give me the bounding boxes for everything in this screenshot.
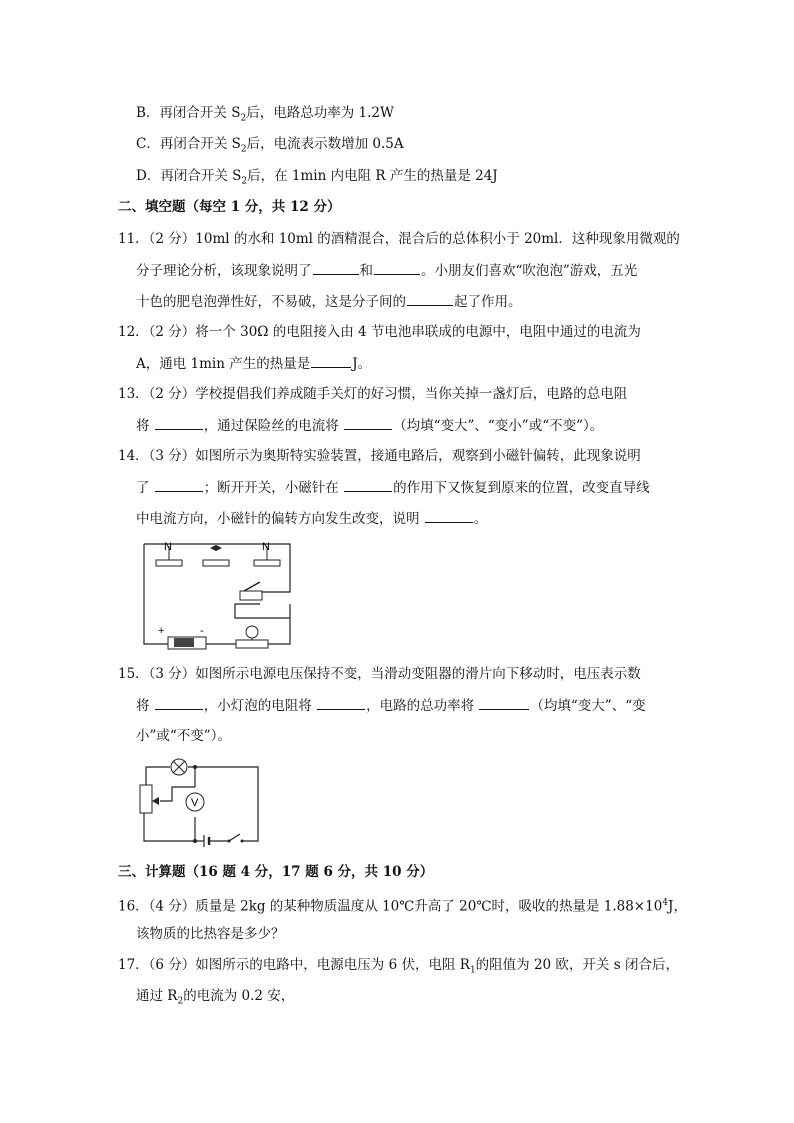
- option-c: C．再闭合开关 $S_2$后，电流表示数增加 0.5A: [136, 136, 404, 155]
- battery-icon: [174, 638, 194, 647]
- q14-line-3: 中电流方向，小磁针的偏转方向发生改变，说明 。: [136, 508, 487, 529]
- q14-line-2: 了 ；断开开关，小磁针在 的作用下又恢复到原来的位置，改变直导线: [136, 477, 650, 498]
- q15-line-2: 将 ，小灯泡的电阻将 ，电路的总功率将 （均填“变大”、“变: [136, 695, 646, 716]
- answer-blank[interactable]: [155, 415, 203, 430]
- q14-line-1: 14．（3 分）如图所示为奥斯特实验装置，接通电路后，观察到小磁针偏转，此现象说明: [118, 448, 641, 464]
- q11-line-1: 11．（2 分）10ml 的水和 10ml 的酒精混合，混合后的总体积小于 20ml．这种现象用微观的: [118, 231, 680, 247]
- compass-base-left: [156, 560, 182, 566]
- slider-arrow-icon: [152, 797, 159, 805]
- option-d: D．再闭合开关 $S_2$后，在 1min 内电阻 R 产生的热量是 24J: [136, 168, 498, 187]
- north-label-left: N: [164, 541, 172, 553]
- q16-line-2: 该物质的比热容是多少？: [136, 926, 285, 942]
- q12-line-2: A，通电 1min 产生的热量是 J。: [136, 353, 371, 374]
- q17-line-2: 通过 $R_2$的电流为 0.2 安，: [136, 988, 295, 1007]
- q11-line-3: 十色的肥皂泡弹性好，不易破，这是分子间的 起了作用。: [136, 291, 522, 312]
- answer-blank[interactable]: [313, 260, 359, 275]
- voltmeter-label: V: [191, 797, 199, 809]
- answer-blank[interactable]: [344, 415, 392, 430]
- compass-base-middle: [203, 560, 229, 566]
- option-b: B．再闭合开关 $S_2$后，电路总功率为 1.2W: [136, 105, 394, 124]
- q15-circuit-figure: [132, 757, 262, 851]
- switch-icon: [229, 834, 240, 841]
- answer-blank[interactable]: [344, 477, 392, 492]
- compass-needle-icon: [210, 545, 222, 551]
- compass-base-right: [254, 560, 280, 566]
- north-label-right: N: [262, 541, 270, 553]
- rheostat-icon: [140, 785, 152, 813]
- switch-lever-icon: [244, 582, 260, 591]
- answer-blank[interactable]: [155, 695, 203, 710]
- answer-blank[interactable]: [479, 695, 529, 710]
- q11-line-2: 分子理论分析，该现象说明了 和 。小朋友们喜欢“吹泡泡”游戏，五光: [136, 260, 637, 281]
- q17-line-1: 17．（6 分）如图所示的电路中，电源电压为 6 伏，电阻 $R_1$的阻值为 20 欧，开关 s 闭合后，: [118, 957, 679, 976]
- q12-line-1: 12．（2 分）将一个 30Ω 的电阻接入由 4 节电池串联成的电源中，电阻中通过的电流为: [118, 324, 641, 340]
- answer-blank[interactable]: [374, 260, 420, 275]
- section-2-title: 二、填空题（每空 1 分，共 12 分）: [118, 199, 341, 215]
- battery-plus-label: +: [158, 625, 165, 637]
- q16-line-1: 16．（4 分）质量是 2kg 的某种物质温度从 10℃升高了 20℃时，吸收的热量是 $1.88\times 10^4J$，: [118, 898, 687, 915]
- q13-line-2: 将 ，通过保险丝的电流将 （均填“变大”、“变小”或“不变”）。: [136, 415, 603, 436]
- oersted-experiment-figure: [140, 536, 296, 651]
- section-3-title: 三、计算题（16 题 4 分，17 题 6 分，共 10 分）: [118, 864, 434, 880]
- q13-line-1: 13．（2 分）学校提倡我们养成随手关灯的好习惯，当你关掉一盏灯后，电路的总电阻: [118, 386, 628, 402]
- answer-blank[interactable]: [407, 291, 453, 306]
- battery-minus-label: -: [200, 625, 204, 637]
- answer-blank[interactable]: [425, 508, 473, 523]
- answer-blank[interactable]: [311, 353, 351, 368]
- lamp-base: [236, 640, 268, 648]
- answer-blank[interactable]: [317, 695, 365, 710]
- light-bulb-icon: [246, 626, 258, 638]
- answer-blank[interactable]: [155, 477, 203, 492]
- q15-line-3: 小”或“不变”）。: [136, 728, 231, 744]
- switch-base: [240, 591, 262, 600]
- q15-line-1: 15．（3 分）如图所示电源电压保持不变，当滑动变阻器的滑片向下移动时，电压表示数: [118, 666, 641, 682]
